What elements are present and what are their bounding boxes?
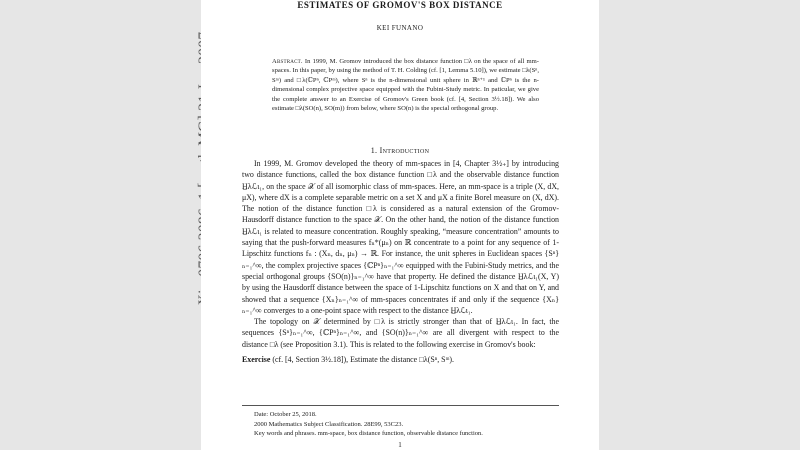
paragraph: The topology on 𝒳 determined by □λ is strictly stronger than that of H̲λℒι₁. In fact, the sequences {Sⁿ}ₙ₌₁^∞, {ℂPⁿ}ₙ₌₁^∞, and {SO(n)}ₙ₌₁^∞ are all divergent with respect to the distance □λ (see Proposition 3.1). This is related to the following exercise in Gromov's book: bbox=[242, 317, 559, 349]
exercise-label: Exercise bbox=[242, 355, 271, 365]
exercise-text: (cf. [4, Section 3½.18]), Estimate the distance □λ(Sⁿ, Sᵐ). bbox=[272, 355, 455, 365]
section-heading: 1. Introduction bbox=[370, 146, 430, 155]
abstract-label: Abstract. bbox=[272, 58, 303, 65]
exercise bbox=[242, 354, 559, 365]
footnote-date: Date: October 25, 2018. bbox=[254, 411, 317, 418]
body-text bbox=[242, 158, 559, 365]
abstract-text: In 1999, M. Gromov introduced the box distance function □λ on the space of all mm-spaces. In this paper, by using the method of T. H. Colding (cf. [1, Lemma 5.10]), we estimate □λ(Sⁿ, Sᵐ) and □λ(ℂPⁿ, ℂPᵐ), where Sⁿ is the n-dimensional unit sphere in ℝⁿ⁺¹ and ℂPⁿ is the n-dimensional complex projective space equipped with the Fubini-Study metric. In paticular, we give the complete answer to an Exercise of Gromov's Green book (cf. [4, Section 3½.18]). We also estimate □λ(SO(n), SO(m)) from below, where SO(n) is the special orthogonal group. bbox=[272, 58, 539, 113]
paper-page bbox=[201, 0, 599, 450]
page-number: 1 bbox=[398, 441, 402, 449]
footnote-keywords: Key words and phrases. mm-space, box distance function, observable distance function. bbox=[254, 430, 483, 438]
paper-title: ESTIMATES OF GROMOV'S BOX DISTANCE bbox=[297, 0, 503, 10]
paragraph: In 1999, M. Gromov developed the theory of mm-spaces in [4, Chapter 3½₊] by introducing two distance functions, called the box distance function □λ and the observable distance function H̲λℒι₁, on the space 𝒳 of all isomorphic class of mm-spaces. Here, an mm-space is a triple (X, dX, μX), where dX is a complete separable metric on a set X and μX a finite Borel measure on (X, dX). The notion of the distance function □λ is considered as a natural extension of the Gromov-Hausdorff distance function to the space 𝒳. On the other hand, the notion of the distance function H̲λℒι₁ is related to measure concentration. Roughly speaking, “measure concentration” amounts to saying that the push-forward measures fₙ*(μₙ) on ℝ concentrate to a point for any sequence of 1-Lipschitz functions fₙ : (Xₙ, dₙ, μₙ) → ℝ. For instance, the unit spheres in Euclidean spaces {Sⁿ}ₙ₌₁^∞, the complex projective spaces {ℂPⁿ}ₙ₌₁^∞ equipped with the Fubini-Study metrics, and the special orthogonal groups {SO(n)}ₙ₌₁^∞ have that property. He defined the distance H̲λℒι₁(X, Y) by using the Hausdorff distance between the space of 1-Lipschitz functions on X and that on Y, and showed that a sequence {Xₙ}ₙ₌₁^∞ of mm-spaces concentrates if and only if the sequence {Xₙ}ₙ₌₁^∞ converges to a one-point space with respect to the distance H̲λℒι₁. bbox=[242, 159, 559, 315]
footnote-msc: 2000 Mathematics Subject Classification. 28E99, 53C23. bbox=[254, 420, 404, 428]
footnotes bbox=[242, 405, 559, 439]
abstract bbox=[272, 57, 539, 113]
paper-author: KEI FUNANO bbox=[376, 24, 424, 32]
